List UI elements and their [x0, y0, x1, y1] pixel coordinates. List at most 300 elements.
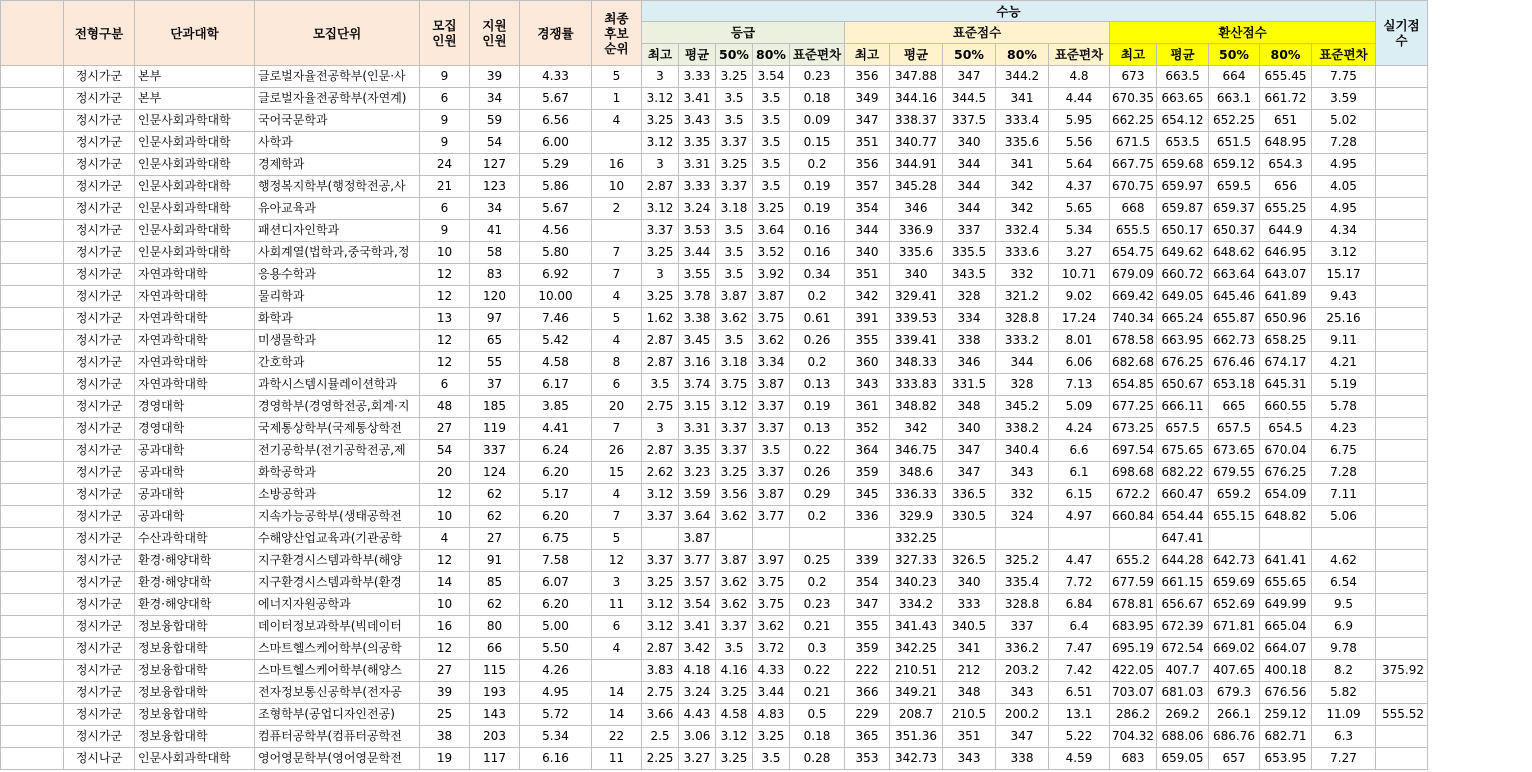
cell-conv-p50[interactable]: 642.73	[1209, 550, 1260, 572]
cell-grade-p80[interactable]: 3.5	[753, 132, 790, 154]
cell-college[interactable]: 정보융합대학	[135, 726, 255, 748]
cell-grade-avg[interactable]: 3.78	[679, 286, 716, 308]
cell-grade-p50[interactable]: 3.37	[716, 132, 753, 154]
cell-grade-p50[interactable]: 3.37	[716, 616, 753, 638]
cell-grade-p80[interactable]: 3.97	[753, 550, 790, 572]
cell-college[interactable]: 인문사회과학대학	[135, 132, 255, 154]
row-lead-cell[interactable]	[1, 110, 64, 132]
cell-std-max[interactable]: 352	[845, 418, 890, 440]
cell-grade-p80[interactable]: 3.34	[753, 352, 790, 374]
cell-grade-stddev[interactable]: 0.13	[790, 418, 845, 440]
row-lead-cell[interactable]	[1, 88, 64, 110]
cell-conv-max[interactable]: 695.19	[1110, 638, 1157, 660]
cell-std-p80[interactable]: 336.2	[996, 638, 1049, 660]
cell-std-p80[interactable]: 333.6	[996, 242, 1049, 264]
cell-apply[interactable]: 124	[470, 462, 520, 484]
cell-grade-p50[interactable]: 3.5	[716, 220, 753, 242]
cell-conv-max[interactable]: 677.25	[1110, 396, 1157, 418]
cell-conv-p80[interactable]: 654.09	[1260, 484, 1312, 506]
cell-grade-max[interactable]: 2.5	[642, 726, 679, 748]
cell-grade-p50[interactable]: 3.5	[716, 330, 753, 352]
cell-jeonhyeong[interactable]: 정시가군	[64, 330, 135, 352]
cell-ratio[interactable]: 5.80	[520, 242, 592, 264]
cell-grade-avg[interactable]: 3.35	[679, 132, 716, 154]
cell-recruit[interactable]: 21	[420, 176, 470, 198]
cell-recruit[interactable]: 6	[420, 374, 470, 396]
cell-grade-stddev[interactable]: 0.16	[790, 220, 845, 242]
cell-grade-avg[interactable]: 3.41	[679, 616, 716, 638]
row-lead-cell[interactable]	[1, 616, 64, 638]
cell-recruit[interactable]: 13	[420, 308, 470, 330]
cell-final-wait[interactable]: 5	[592, 528, 642, 550]
cell-conv-p80[interactable]: 665.04	[1260, 616, 1312, 638]
cell-unit[interactable]: 조형학부(공업디자인전공)	[255, 704, 420, 726]
cell-std-stddev[interactable]: 17.24	[1049, 308, 1110, 330]
cell-grade-stddev[interactable]: 0.19	[790, 176, 845, 198]
cell-std-stddev[interactable]: 5.95	[1049, 110, 1110, 132]
cell-practical[interactable]	[1376, 88, 1428, 110]
cell-grade-avg[interactable]: 3.23	[679, 462, 716, 484]
cell-conv-p50[interactable]: 663.64	[1209, 264, 1260, 286]
cell-std-p50[interactable]: 340	[943, 418, 996, 440]
cell-conv-stddev[interactable]: 8.2	[1312, 660, 1376, 682]
cell-std-p80[interactable]: 328	[996, 374, 1049, 396]
cell-recruit[interactable]: 9	[420, 132, 470, 154]
cell-grade-p80[interactable]: 3.5	[753, 176, 790, 198]
cell-conv-p80[interactable]: 644.9	[1260, 220, 1312, 242]
cell-recruit[interactable]: 6	[420, 88, 470, 110]
cell-grade-stddev[interactable]: 0.26	[790, 330, 845, 352]
cell-std-p50[interactable]: 334	[943, 308, 996, 330]
cell-conv-p50[interactable]: 679.55	[1209, 462, 1260, 484]
cell-std-max[interactable]: 356	[845, 154, 890, 176]
cell-grade-p50[interactable]: 3.37	[716, 176, 753, 198]
cell-college[interactable]: 정보융합대학	[135, 616, 255, 638]
cell-grade-stddev[interactable]: 0.5	[790, 704, 845, 726]
cell-grade-p80[interactable]: 3.44	[753, 682, 790, 704]
cell-conv-p50[interactable]: 657	[1209, 748, 1260, 770]
cell-apply[interactable]: 117	[470, 748, 520, 770]
cell-apply[interactable]: 119	[470, 418, 520, 440]
cell-grade-p80[interactable]: 3.25	[753, 198, 790, 220]
cell-std-max[interactable]: 360	[845, 352, 890, 374]
cell-recruit[interactable]: 27	[420, 660, 470, 682]
cell-std-p50[interactable]: 340.5	[943, 616, 996, 638]
cell-grade-p50[interactable]: 3.25	[716, 462, 753, 484]
cell-unit[interactable]: 글로벌자율전공학부(자연계)	[255, 88, 420, 110]
cell-std-stddev[interactable]: 5.56	[1049, 132, 1110, 154]
cell-apply[interactable]: 54	[470, 132, 520, 154]
cell-jeonhyeong[interactable]: 정시나군	[64, 748, 135, 770]
cell-apply[interactable]: 143	[470, 704, 520, 726]
cell-recruit[interactable]: 12	[420, 330, 470, 352]
cell-std-p50[interactable]: 338	[943, 330, 996, 352]
cell-std-p80[interactable]: 344	[996, 352, 1049, 374]
cell-final-wait[interactable]: 20	[592, 396, 642, 418]
cell-jeonhyeong[interactable]: 정시가군	[64, 528, 135, 550]
cell-conv-avg[interactable]: 659.97	[1157, 176, 1209, 198]
cell-grade-avg[interactable]: 3.53	[679, 220, 716, 242]
cell-jeonhyeong[interactable]: 정시가군	[64, 616, 135, 638]
cell-ratio[interactable]: 5.17	[520, 484, 592, 506]
cell-std-p80[interactable]: 333.2	[996, 330, 1049, 352]
cell-practical[interactable]	[1376, 110, 1428, 132]
cell-apply[interactable]: 123	[470, 176, 520, 198]
cell-conv-p50[interactable]: 651.5	[1209, 132, 1260, 154]
cell-final-wait[interactable]: 12	[592, 550, 642, 572]
cell-ratio[interactable]: 6.00	[520, 132, 592, 154]
cell-conv-avg[interactable]: 650.67	[1157, 374, 1209, 396]
cell-conv-p50[interactable]: 659.12	[1209, 154, 1260, 176]
cell-college[interactable]: 자연과학대학	[135, 352, 255, 374]
cell-std-max[interactable]: 336	[845, 506, 890, 528]
cell-conv-p50[interactable]: 407.65	[1209, 660, 1260, 682]
cell-conv-p80[interactable]: 651	[1260, 110, 1312, 132]
cell-recruit[interactable]: 16	[420, 616, 470, 638]
cell-grade-max[interactable]: 2.62	[642, 462, 679, 484]
cell-conv-avg[interactable]: 659.68	[1157, 154, 1209, 176]
cell-std-avg[interactable]: 332.25	[890, 528, 943, 550]
cell-recruit[interactable]: 12	[420, 550, 470, 572]
cell-grade-avg[interactable]: 4.43	[679, 704, 716, 726]
cell-conv-avg[interactable]: 666.11	[1157, 396, 1209, 418]
cell-std-avg[interactable]: 340.77	[890, 132, 943, 154]
cell-grade-p50[interactable]: 3.75	[716, 374, 753, 396]
cell-std-p80[interactable]: 338.2	[996, 418, 1049, 440]
cell-std-p50[interactable]: 347	[943, 462, 996, 484]
cell-unit[interactable]: 글로벌자율전공학부(인문·사	[255, 66, 420, 88]
cell-jeonhyeong[interactable]: 정시가군	[64, 352, 135, 374]
cell-conv-p50[interactable]: 664	[1209, 66, 1260, 88]
cell-conv-stddev[interactable]: 4.21	[1312, 352, 1376, 374]
cell-jeonhyeong[interactable]: 정시가군	[64, 462, 135, 484]
cell-unit[interactable]: 지구환경시스템과학부(해양	[255, 550, 420, 572]
cell-apply[interactable]: 115	[470, 660, 520, 682]
cell-practical[interactable]	[1376, 682, 1428, 704]
cell-conv-p80[interactable]: 648.82	[1260, 506, 1312, 528]
cell-college[interactable]: 정보융합대학	[135, 638, 255, 660]
cell-conv-avg[interactable]: 660.47	[1157, 484, 1209, 506]
cell-recruit[interactable]: 10	[420, 242, 470, 264]
cell-unit[interactable]: 사학과	[255, 132, 420, 154]
cell-ratio[interactable]: 5.67	[520, 88, 592, 110]
cell-unit[interactable]: 간호학과	[255, 352, 420, 374]
cell-grade-stddev[interactable]: 0.29	[790, 484, 845, 506]
row-lead-cell[interactable]	[1, 682, 64, 704]
cell-jeonhyeong[interactable]: 정시가군	[64, 396, 135, 418]
cell-grade-p50[interactable]: 3.25	[716, 154, 753, 176]
cell-std-p80[interactable]: 343	[996, 462, 1049, 484]
cell-grade-max[interactable]: 3.12	[642, 594, 679, 616]
cell-jeonhyeong[interactable]: 정시가군	[64, 594, 135, 616]
cell-conv-p80[interactable]: 648.95	[1260, 132, 1312, 154]
cell-practical[interactable]	[1376, 66, 1428, 88]
cell-std-p50[interactable]: 344	[943, 198, 996, 220]
cell-std-p80[interactable]: 340.4	[996, 440, 1049, 462]
cell-std-p80[interactable]: 335.6	[996, 132, 1049, 154]
cell-jeonhyeong[interactable]: 정시가군	[64, 220, 135, 242]
cell-final-wait[interactable]: 15	[592, 462, 642, 484]
cell-std-stddev[interactable]: 6.06	[1049, 352, 1110, 374]
cell-std-avg[interactable]: 329.41	[890, 286, 943, 308]
cell-college[interactable]: 자연과학대학	[135, 374, 255, 396]
cell-practical[interactable]	[1376, 506, 1428, 528]
cell-std-p80[interactable]: 341	[996, 154, 1049, 176]
cell-unit[interactable]: 화학공학과	[255, 462, 420, 484]
cell-grade-stddev[interactable]: 0.2	[790, 286, 845, 308]
cell-grade-p50[interactable]: 4.16	[716, 660, 753, 682]
cell-recruit[interactable]: 14	[420, 572, 470, 594]
cell-apply[interactable]: 337	[470, 440, 520, 462]
cell-college[interactable]: 인문사회과학대학	[135, 198, 255, 220]
cell-conv-stddev[interactable]: 5.02	[1312, 110, 1376, 132]
cell-grade-max[interactable]: 3.12	[642, 616, 679, 638]
cell-conv-max[interactable]: 673.25	[1110, 418, 1157, 440]
cell-std-p50[interactable]: 331.5	[943, 374, 996, 396]
cell-practical[interactable]	[1376, 748, 1428, 770]
cell-std-p80[interactable]: 333.4	[996, 110, 1049, 132]
cell-conv-p50[interactable]: 659.37	[1209, 198, 1260, 220]
cell-grade-avg[interactable]: 3.43	[679, 110, 716, 132]
cell-unit[interactable]: 화학과	[255, 308, 420, 330]
cell-std-stddev[interactable]: 4.37	[1049, 176, 1110, 198]
cell-grade-avg[interactable]: 3.44	[679, 242, 716, 264]
cell-recruit[interactable]: 9	[420, 110, 470, 132]
cell-recruit[interactable]: 54	[420, 440, 470, 462]
cell-std-max[interactable]: 355	[845, 616, 890, 638]
cell-std-avg[interactable]: 338.37	[890, 110, 943, 132]
cell-unit[interactable]: 유아교육과	[255, 198, 420, 220]
cell-std-avg[interactable]: 342	[890, 418, 943, 440]
cell-unit[interactable]: 국제통상학부(국제통상학전	[255, 418, 420, 440]
cell-college[interactable]: 공과대학	[135, 506, 255, 528]
row-lead-cell[interactable]	[1, 462, 64, 484]
cell-grade-stddev[interactable]: 0.34	[790, 264, 845, 286]
cell-grade-max[interactable]: 3.37	[642, 550, 679, 572]
cell-conv-p80[interactable]: 658.25	[1260, 330, 1312, 352]
cell-practical[interactable]	[1376, 528, 1428, 550]
cell-apply[interactable]: 185	[470, 396, 520, 418]
cell-conv-max[interactable]: 698.68	[1110, 462, 1157, 484]
cell-std-p50[interactable]: 340	[943, 132, 996, 154]
cell-ratio[interactable]: 6.92	[520, 264, 592, 286]
cell-std-p50[interactable]: 351	[943, 726, 996, 748]
cell-conv-p80[interactable]: 664.07	[1260, 638, 1312, 660]
cell-grade-p80[interactable]: 3.87	[753, 374, 790, 396]
cell-recruit[interactable]: 25	[420, 704, 470, 726]
cell-final-wait[interactable]: 6	[592, 616, 642, 638]
cell-grade-p50[interactable]	[716, 528, 753, 550]
cell-unit[interactable]: 컴퓨터공학부(컴퓨터공학전	[255, 726, 420, 748]
cell-grade-avg[interactable]: 3.31	[679, 418, 716, 440]
cell-grade-max[interactable]: 3.12	[642, 484, 679, 506]
cell-conv-p50[interactable]: 665	[1209, 396, 1260, 418]
row-lead-cell[interactable]	[1, 528, 64, 550]
cell-conv-avg[interactable]: 654.12	[1157, 110, 1209, 132]
cell-grade-p80[interactable]: 3.37	[753, 462, 790, 484]
cell-grade-max[interactable]: 2.75	[642, 682, 679, 704]
cell-grade-stddev[interactable]: 0.3	[790, 638, 845, 660]
cell-std-p50[interactable]: 344	[943, 154, 996, 176]
cell-std-avg[interactable]: 340.23	[890, 572, 943, 594]
cell-conv-p50[interactable]: 653.18	[1209, 374, 1260, 396]
cell-conv-max[interactable]: 683.95	[1110, 616, 1157, 638]
cell-recruit[interactable]: 12	[420, 352, 470, 374]
cell-grade-avg[interactable]: 3.06	[679, 726, 716, 748]
cell-jeonhyeong[interactable]: 정시가군	[64, 132, 135, 154]
cell-std-p50[interactable]: 212	[943, 660, 996, 682]
cell-unit[interactable]: 전기공학부(전기공학전공,제	[255, 440, 420, 462]
cell-grade-p80[interactable]: 3.75	[753, 594, 790, 616]
cell-grade-p80[interactable]: 4.83	[753, 704, 790, 726]
cell-apply[interactable]: 55	[470, 352, 520, 374]
cell-conv-max[interactable]: 670.75	[1110, 176, 1157, 198]
cell-jeonhyeong[interactable]: 정시가군	[64, 110, 135, 132]
cell-std-stddev[interactable]: 6.51	[1049, 682, 1110, 704]
cell-conv-p80[interactable]	[1260, 528, 1312, 550]
cell-apply[interactable]: 127	[470, 154, 520, 176]
cell-final-wait[interactable]: 16	[592, 154, 642, 176]
cell-conv-avg[interactable]: 659.05	[1157, 748, 1209, 770]
cell-std-max[interactable]: 351	[845, 132, 890, 154]
cell-ratio[interactable]: 4.41	[520, 418, 592, 440]
cell-std-p50[interactable]: 344.5	[943, 88, 996, 110]
cell-std-p50[interactable]: 343.5	[943, 264, 996, 286]
cell-std-stddev[interactable]: 7.72	[1049, 572, 1110, 594]
cell-grade-p80[interactable]: 3.25	[753, 726, 790, 748]
cell-grade-avg[interactable]: 3.54	[679, 594, 716, 616]
cell-conv-p50[interactable]: 648.62	[1209, 242, 1260, 264]
cell-college[interactable]: 본부	[135, 66, 255, 88]
cell-recruit[interactable]: 9	[420, 66, 470, 88]
cell-practical[interactable]	[1376, 440, 1428, 462]
cell-practical[interactable]	[1376, 154, 1428, 176]
cell-grade-stddev[interactable]: 0.25	[790, 550, 845, 572]
cell-grade-avg[interactable]: 3.31	[679, 154, 716, 176]
cell-conv-max[interactable]: 670.35	[1110, 88, 1157, 110]
cell-grade-p50[interactable]: 3.62	[716, 506, 753, 528]
cell-ratio[interactable]: 6.75	[520, 528, 592, 550]
cell-conv-avg[interactable]: 649.05	[1157, 286, 1209, 308]
cell-recruit[interactable]: 48	[420, 396, 470, 418]
cell-std-p50[interactable]: 328	[943, 286, 996, 308]
cell-ratio[interactable]: 6.56	[520, 110, 592, 132]
cell-unit[interactable]: 패션디자인학과	[255, 220, 420, 242]
cell-conv-stddev[interactable]: 6.9	[1312, 616, 1376, 638]
cell-conv-stddev[interactable]	[1312, 528, 1376, 550]
cell-std-p50[interactable]: 337	[943, 220, 996, 242]
cell-std-p80[interactable]	[996, 528, 1049, 550]
cell-std-max[interactable]: 354	[845, 572, 890, 594]
cell-std-p80[interactable]: 328.8	[996, 308, 1049, 330]
row-lead-cell[interactable]	[1, 418, 64, 440]
cell-unit[interactable]: 사회계열(법학과,중국학과,정	[255, 242, 420, 264]
cell-final-wait[interactable]: 14	[592, 704, 642, 726]
row-lead-cell[interactable]	[1, 374, 64, 396]
cell-ratio[interactable]: 6.24	[520, 440, 592, 462]
cell-apply[interactable]: 39	[470, 66, 520, 88]
cell-conv-max[interactable]: 740.34	[1110, 308, 1157, 330]
cell-std-stddev[interactable]: 6.6	[1049, 440, 1110, 462]
cell-std-stddev[interactable]: 4.47	[1049, 550, 1110, 572]
cell-std-max[interactable]: 359	[845, 638, 890, 660]
cell-conv-stddev[interactable]: 15.17	[1312, 264, 1376, 286]
cell-conv-stddev[interactable]: 4.05	[1312, 176, 1376, 198]
cell-college[interactable]: 본부	[135, 88, 255, 110]
cell-unit[interactable]: 지속가능공학부(생태공학전	[255, 506, 420, 528]
cell-conv-avg[interactable]: 672.54	[1157, 638, 1209, 660]
cell-recruit[interactable]: 24	[420, 154, 470, 176]
cell-grade-max[interactable]: 2.75	[642, 396, 679, 418]
cell-grade-avg[interactable]: 3.64	[679, 506, 716, 528]
cell-conv-p80[interactable]: 676.56	[1260, 682, 1312, 704]
cell-college[interactable]: 자연과학대학	[135, 308, 255, 330]
cell-std-avg[interactable]: 333.83	[890, 374, 943, 396]
cell-grade-stddev[interactable]: 0.2	[790, 572, 845, 594]
cell-ratio[interactable]: 3.85	[520, 396, 592, 418]
cell-conv-max[interactable]: 654.85	[1110, 374, 1157, 396]
cell-practical[interactable]	[1376, 242, 1428, 264]
cell-apply[interactable]: 41	[470, 220, 520, 242]
cell-conv-stddev[interactable]: 5.78	[1312, 396, 1376, 418]
cell-conv-p50[interactable]: 671.81	[1209, 616, 1260, 638]
cell-std-stddev[interactable]: 9.02	[1049, 286, 1110, 308]
cell-ratio[interactable]: 4.95	[520, 682, 592, 704]
cell-conv-avg[interactable]: 269.2	[1157, 704, 1209, 726]
cell-unit[interactable]: 소방공학과	[255, 484, 420, 506]
row-lead-cell[interactable]	[1, 396, 64, 418]
cell-unit[interactable]: 영어영문학부(영어영문학전	[255, 748, 420, 770]
cell-jeonhyeong[interactable]: 정시가군	[64, 484, 135, 506]
cell-apply[interactable]: 83	[470, 264, 520, 286]
cell-std-p50[interactable]: 343	[943, 748, 996, 770]
cell-grade-max[interactable]: 3.12	[642, 198, 679, 220]
cell-std-max[interactable]: 357	[845, 176, 890, 198]
cell-std-avg[interactable]: 344.16	[890, 88, 943, 110]
cell-unit[interactable]: 지구환경시스템과학부(환경	[255, 572, 420, 594]
cell-conv-avg[interactable]: 672.39	[1157, 616, 1209, 638]
cell-final-wait[interactable]: 6	[592, 374, 642, 396]
cell-std-stddev[interactable]: 7.13	[1049, 374, 1110, 396]
cell-final-wait[interactable]: 4	[592, 110, 642, 132]
cell-conv-avg[interactable]: 676.25	[1157, 352, 1209, 374]
cell-recruit[interactable]: 9	[420, 220, 470, 242]
cell-std-max[interactable]: 347	[845, 594, 890, 616]
cell-conv-max[interactable]: 286.2	[1110, 704, 1157, 726]
cell-grade-max[interactable]	[642, 528, 679, 550]
cell-conv-avg[interactable]: 653.5	[1157, 132, 1209, 154]
cell-final-wait[interactable]: 7	[592, 418, 642, 440]
cell-conv-p50[interactable]: 669.02	[1209, 638, 1260, 660]
cell-conv-stddev[interactable]: 11.09	[1312, 704, 1376, 726]
cell-jeonhyeong[interactable]: 정시가군	[64, 154, 135, 176]
cell-grade-avg[interactable]: 4.18	[679, 660, 716, 682]
cell-std-p80[interactable]: 347	[996, 726, 1049, 748]
cell-ratio[interactable]: 4.58	[520, 352, 592, 374]
cell-std-p80[interactable]: 344.2	[996, 66, 1049, 88]
cell-grade-p50[interactable]: 3.62	[716, 308, 753, 330]
cell-final-wait[interactable]: 11	[592, 748, 642, 770]
cell-ratio[interactable]: 5.34	[520, 726, 592, 748]
cell-std-max[interactable]: 353	[845, 748, 890, 770]
cell-jeonhyeong[interactable]: 정시가군	[64, 374, 135, 396]
cell-ratio[interactable]: 7.58	[520, 550, 592, 572]
cell-apply[interactable]: 193	[470, 682, 520, 704]
cell-grade-stddev[interactable]: 0.28	[790, 748, 845, 770]
cell-conv-avg[interactable]: 661.15	[1157, 572, 1209, 594]
cell-grade-p80[interactable]: 3.37	[753, 396, 790, 418]
cell-conv-p50[interactable]: 652.69	[1209, 594, 1260, 616]
